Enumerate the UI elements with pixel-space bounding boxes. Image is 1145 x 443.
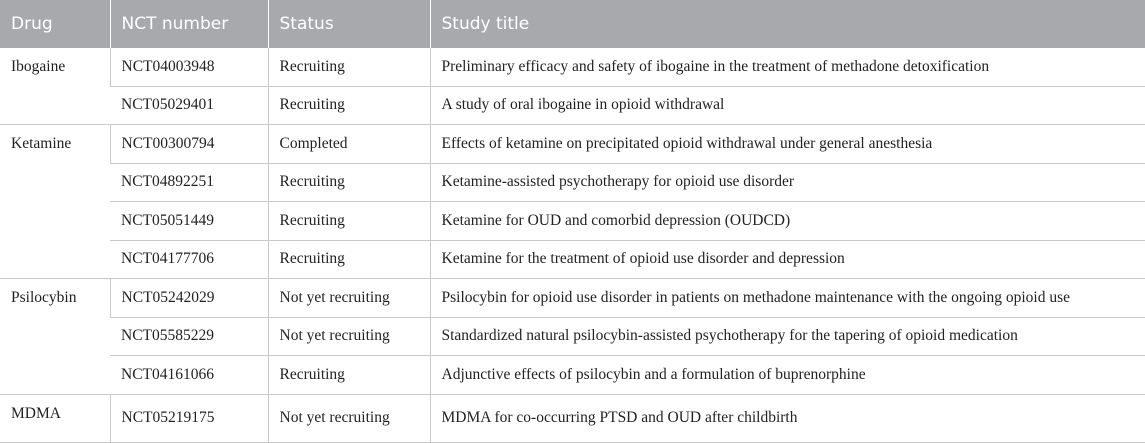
table-header	[0, 0, 1145, 48]
status-cell: Completed	[268, 125, 430, 164]
nct-cell: NCT04003948	[110, 48, 268, 86]
drug-cell: MDMA	[0, 394, 110, 443]
status-cell: Recruiting	[268, 356, 430, 395]
table-row	[0, 202, 1145, 241]
table-row	[0, 163, 1145, 202]
table-row	[0, 240, 1145, 279]
status-cell: Recruiting	[268, 202, 430, 241]
nct-cell: NCT05242029	[110, 279, 268, 318]
status-cell: Recruiting	[268, 86, 430, 125]
title-cell: A study of oral ibogaine in opioid withdrawal	[430, 86, 1145, 125]
nct-cell: NCT04892251	[110, 163, 268, 202]
title-cell: Preliminary efficacy and safety of ibogaine in the treatment of methadone detoxification	[430, 48, 1145, 86]
nct-cell: NCT00300794	[110, 125, 268, 164]
title-cell: Adjunctive effects of psilocybin and a formulation of buprenorphine	[430, 356, 1145, 395]
title-cell: MDMA for co-occurring PTSD and OUD after childbirth	[430, 394, 1145, 443]
header-row	[0, 0, 1145, 48]
status-cell: Recruiting	[268, 163, 430, 202]
table-row	[0, 394, 1145, 443]
status-cell: Not yet recruiting	[268, 317, 430, 356]
table-row	[0, 125, 1145, 164]
status-cell: Not yet recruiting	[268, 279, 430, 318]
nct-cell: NCT05051449	[110, 202, 268, 241]
table-body	[0, 48, 1145, 443]
header-drug: Drug	[0, 0, 110, 48]
nct-cell: NCT05585229	[110, 317, 268, 356]
status-cell: Not yet recruiting	[268, 394, 430, 443]
nct-cell: NCT05219175	[110, 394, 268, 443]
nct-cell: NCT04177706	[110, 240, 268, 279]
title-cell: Psilocybin for opioid use disorder in patients on methadone maintenance with the ongoing opioid use	[430, 279, 1145, 318]
header-status: Status	[268, 0, 430, 48]
nct-cell: NCT05029401	[110, 86, 268, 125]
drug-cell: Ibogaine	[0, 48, 110, 125]
table-row	[0, 356, 1145, 395]
title-cell: Ketamine-assisted psychotherapy for opioid use disorder	[430, 163, 1145, 202]
title-cell: Effects of ketamine on precipitated opioid withdrawal under general anesthesia	[430, 125, 1145, 164]
status-cell: Recruiting	[268, 48, 430, 86]
drug-cell: Psilocybin	[0, 279, 110, 395]
header-study-title: Study title	[430, 0, 1145, 48]
table-row	[0, 48, 1145, 86]
drug-cell: Ketamine	[0, 125, 110, 279]
title-cell: Ketamine for the treatment of opioid use disorder and depression	[430, 240, 1145, 279]
header-nct-number: NCT number	[110, 0, 268, 48]
status-cell: Recruiting	[268, 240, 430, 279]
table-row	[0, 317, 1145, 356]
table-row	[0, 279, 1145, 318]
table-row	[0, 86, 1145, 125]
title-cell: Standardized natural psilocybin-assisted psychotherapy for the tapering of opioid medication	[430, 317, 1145, 356]
nct-cell: NCT04161066	[110, 356, 268, 395]
title-cell: Ketamine for OUD and comorbid depression (OUDCD)	[430, 202, 1145, 241]
